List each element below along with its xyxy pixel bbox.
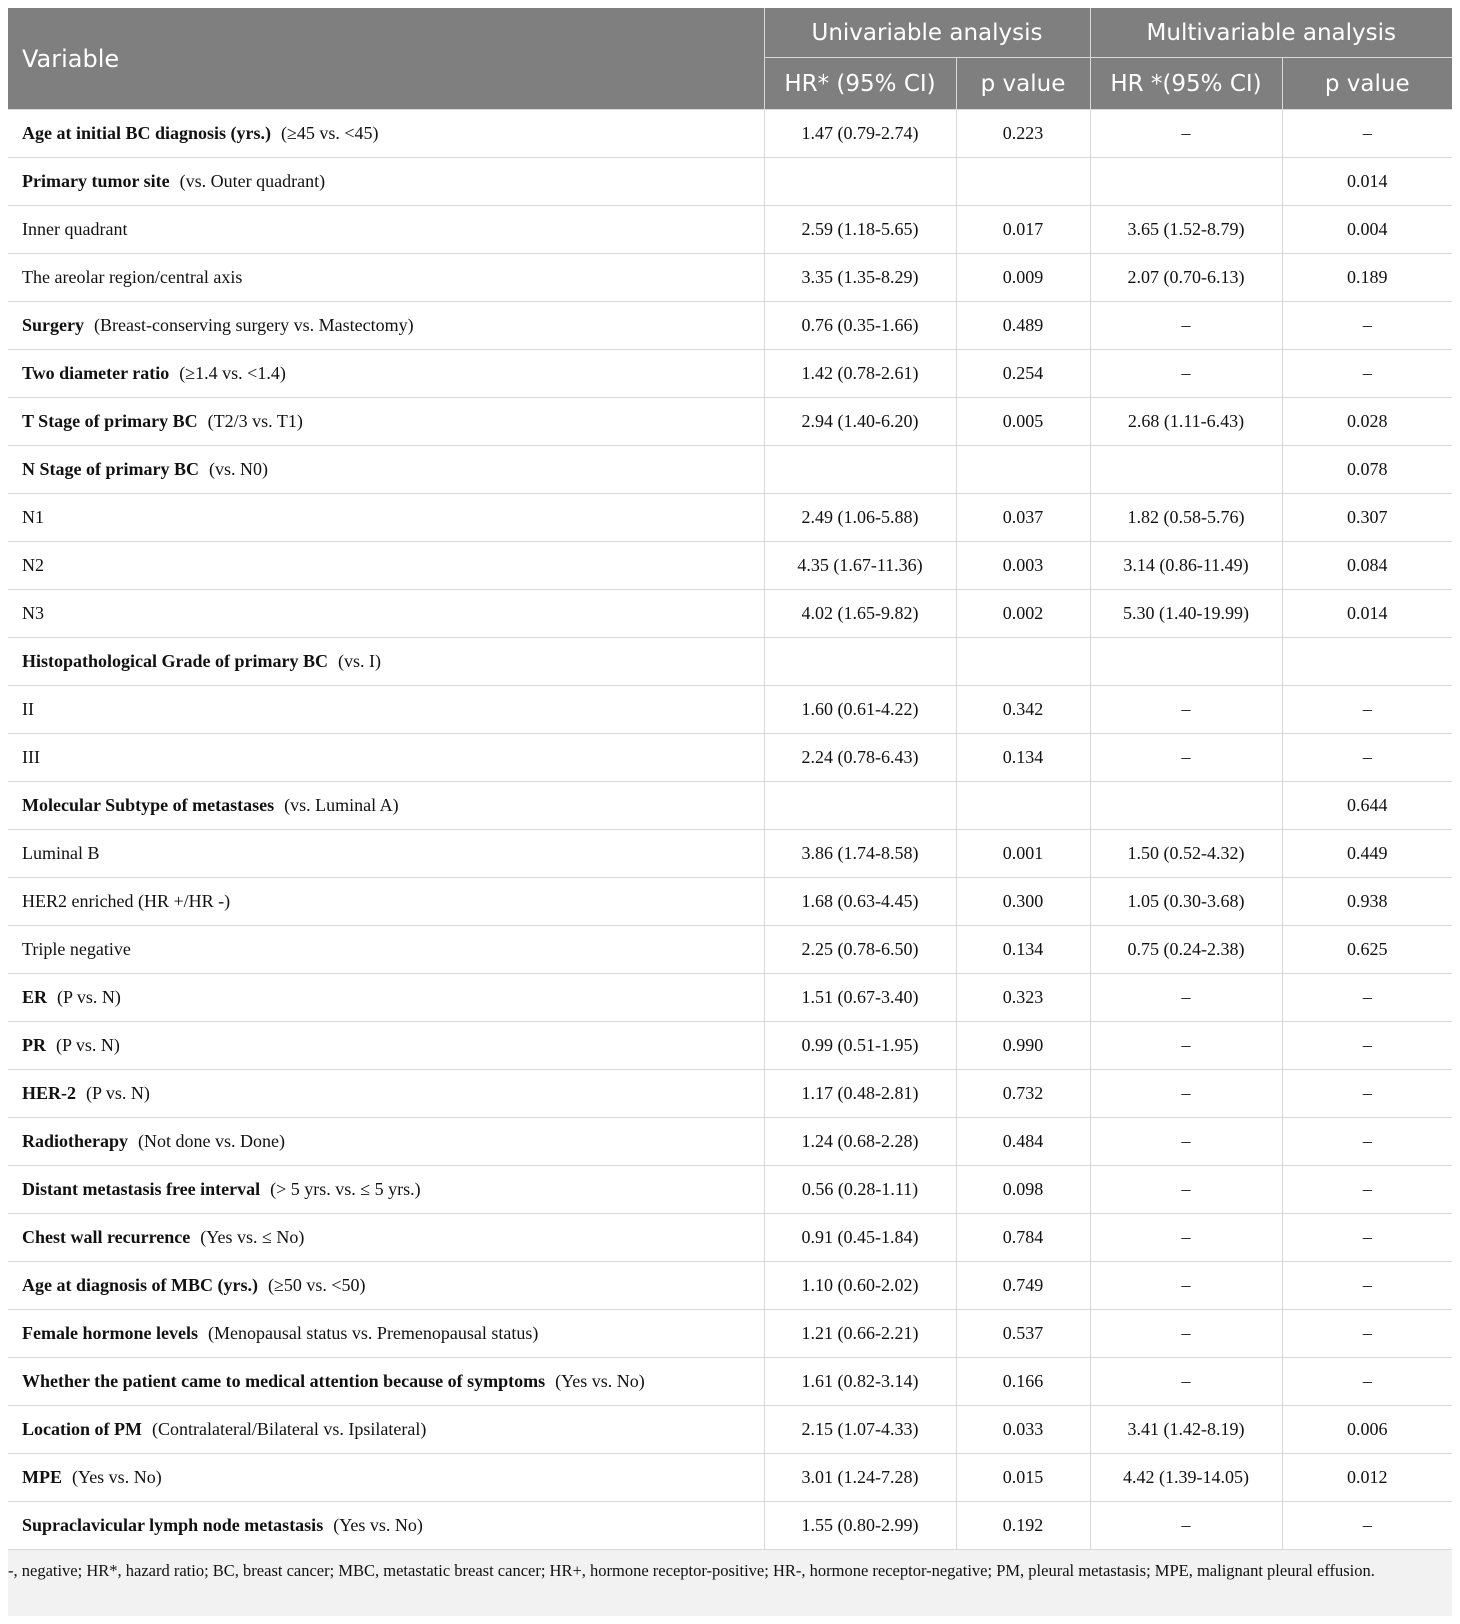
uni-p-cell [956, 782, 1090, 830]
variable-comparison: (Yes vs. ≤ No) [200, 1227, 305, 1247]
multi-p-cell: 0.012 [1282, 1454, 1452, 1502]
table-row [8, 1022, 1452, 1070]
multi-hr-cell: – [1090, 974, 1282, 1022]
multi-hr-cell: 1.05 (0.30-3.68) [1090, 878, 1282, 926]
uni-hr-cell: 1.47 (0.79-2.74) [764, 110, 956, 158]
variable-cell [8, 254, 764, 302]
table-row [8, 110, 1452, 158]
multi-hr-header: HR *(95% CI) [1090, 58, 1282, 110]
variable-comparison: (Contralateral/Bilateral vs. Ipsilateral) [151, 1419, 427, 1439]
variable-name: Distant metastasis free interval [22, 1179, 261, 1199]
table-row [8, 1310, 1452, 1358]
uni-hr-cell: 3.01 (1.24-7.28) [764, 1454, 956, 1502]
uni-p-cell: 0.484 [956, 1118, 1090, 1166]
table-row [8, 974, 1452, 1022]
multi-hr-cell [1090, 158, 1282, 206]
uni-p-cell: 0.033 [956, 1406, 1090, 1454]
table-row [8, 206, 1452, 254]
variable-cell [8, 638, 764, 686]
variable-comparison: (≥50 vs. <50) [268, 1275, 366, 1295]
uni-hr-cell: 2.49 (1.06-5.88) [764, 494, 956, 542]
multi-p-cell: 0.014 [1282, 158, 1452, 206]
table-row [8, 542, 1452, 590]
variable-name: Age at initial BC diagnosis (yrs.) [22, 123, 272, 143]
multi-p-cell: – [1282, 1262, 1452, 1310]
variable-comparison: (Yes vs. No) [555, 1371, 645, 1391]
variable-comparison: (Yes vs. No) [72, 1467, 162, 1487]
variable-cell [8, 1022, 764, 1070]
variable-comparison: (vs. Outer quadrant) [179, 171, 326, 191]
multi-p-cell: 0.028 [1282, 398, 1452, 446]
uni-hr-cell [764, 638, 956, 686]
uni-hr-cell: 0.99 (0.51-1.95) [764, 1022, 956, 1070]
variable-cell [8, 1214, 764, 1262]
table-row [8, 1502, 1452, 1550]
multi-p-cell: – [1282, 110, 1452, 158]
multi-hr-cell: – [1090, 1502, 1282, 1550]
variable-comparison: (≥1.4 vs. <1.4) [179, 363, 286, 383]
variable-name: Female hormone levels [22, 1323, 198, 1343]
variable-cell [8, 974, 764, 1022]
variable-comparison: (Menopausal status vs. Premenopausal status) [207, 1323, 539, 1343]
variable-comparison: (vs. Luminal A) [284, 795, 399, 815]
variable-level: II [22, 699, 34, 719]
variable-level: N1 [22, 507, 44, 527]
variable-cell [8, 1118, 764, 1166]
variable-cell [8, 158, 764, 206]
variable-comparison: (> 5 yrs. vs. ≤ 5 yrs.) [270, 1179, 421, 1199]
variable-comparison: (Breast-conserving surgery vs. Mastectomy) [94, 315, 414, 335]
uni-p-header: p value [956, 58, 1090, 110]
multi-hr-cell [1090, 638, 1282, 686]
variable-name: MPE [22, 1467, 62, 1487]
uni-hr-cell: 2.94 (1.40-6.20) [764, 398, 956, 446]
variable-name: Whether the patient came to medical attention because of symptoms [22, 1371, 546, 1391]
variable-cell [8, 686, 764, 734]
multi-p-cell: – [1282, 734, 1452, 782]
multi-p-cell: 0.014 [1282, 590, 1452, 638]
uni-p-cell: 0.015 [956, 1454, 1090, 1502]
multi-hr-cell: – [1090, 1358, 1282, 1406]
variable-comparison: (vs. I) [337, 651, 381, 671]
variable-comparison: (P vs. N) [57, 987, 121, 1007]
uni-hr-cell: 1.24 (0.68-2.28) [764, 1118, 956, 1166]
multi-hr-cell: – [1090, 1262, 1282, 1310]
table-row [8, 398, 1452, 446]
table-row [8, 1166, 1452, 1214]
multi-p-cell: – [1282, 350, 1452, 398]
uni-p-cell [956, 446, 1090, 494]
uni-p-cell: 0.037 [956, 494, 1090, 542]
variable-comparison: (P vs. N) [56, 1035, 120, 1055]
multi-p-cell: – [1282, 1118, 1452, 1166]
variable-name: Surgery [22, 315, 84, 335]
table-row [8, 878, 1452, 926]
variable-level: N2 [22, 555, 44, 575]
variable-name: HER-2 [22, 1083, 76, 1103]
uni-p-cell: 0.732 [956, 1070, 1090, 1118]
multi-hr-cell: – [1090, 1118, 1282, 1166]
variable-cell [8, 1454, 764, 1502]
multi-p-cell: – [1282, 686, 1452, 734]
variable-cell [8, 1502, 764, 1550]
table-row [8, 926, 1452, 974]
multi-hr-cell: 5.30 (1.40-19.99) [1090, 590, 1282, 638]
variable-name: Two diameter ratio [22, 363, 170, 383]
variable-name: Primary tumor site [22, 171, 170, 191]
uni-p-cell: 0.489 [956, 302, 1090, 350]
uni-hr-cell: 2.59 (1.18-5.65) [764, 206, 956, 254]
variable-cell [8, 302, 764, 350]
uni-p-cell: 0.098 [956, 1166, 1090, 1214]
multi-hr-cell: 1.50 (0.52-4.32) [1090, 830, 1282, 878]
multi-hr-cell: – [1090, 350, 1282, 398]
uni-hr-cell [764, 782, 956, 830]
uni-hr-cell: 3.35 (1.35-8.29) [764, 254, 956, 302]
variable-name: Location of PM [22, 1419, 142, 1439]
uni-p-cell: 0.134 [956, 926, 1090, 974]
uni-hr-cell: 1.51 (0.67-3.40) [764, 974, 956, 1022]
variable-level: The areolar region/central axis [22, 267, 243, 287]
uni-hr-cell: 0.76 (0.35-1.66) [764, 302, 956, 350]
uni-p-cell: 0.749 [956, 1262, 1090, 1310]
variable-cell [8, 878, 764, 926]
multi-hr-cell: 1.82 (0.58-5.76) [1090, 494, 1282, 542]
header-row-groups [8, 8, 1452, 58]
uni-hr-cell: 2.25 (0.78-6.50) [764, 926, 956, 974]
variable-level: Triple negative [22, 939, 131, 959]
multi-hr-cell: 2.68 (1.11-6.43) [1090, 398, 1282, 446]
variable-header: Variable [8, 8, 764, 110]
uni-hr-cell: 0.91 (0.45-1.84) [764, 1214, 956, 1262]
multi-hr-cell [1090, 446, 1282, 494]
uni-hr-cell: 1.17 (0.48-2.81) [764, 1070, 956, 1118]
multi-hr-cell: – [1090, 734, 1282, 782]
uni-hr-cell [764, 446, 956, 494]
uni-p-cell: 0.254 [956, 350, 1090, 398]
uni-hr-cell: 1.21 (0.66-2.21) [764, 1310, 956, 1358]
variable-cell [8, 206, 764, 254]
multi-p-cell: – [1282, 1022, 1452, 1070]
variable-name: N Stage of primary BC [22, 459, 199, 479]
variable-cell [8, 542, 764, 590]
uni-p-cell: 0.784 [956, 1214, 1090, 1262]
multi-p-cell: 0.644 [1282, 782, 1452, 830]
table-row [8, 1358, 1452, 1406]
multi-hr-cell: – [1090, 686, 1282, 734]
table-row [8, 350, 1452, 398]
multi-hr-cell: – [1090, 1214, 1282, 1262]
variable-cell [8, 1406, 764, 1454]
multi-hr-cell: 3.14 (0.86-11.49) [1090, 542, 1282, 590]
table-row [8, 1406, 1452, 1454]
variable-cell [8, 830, 764, 878]
table-row [8, 830, 1452, 878]
variable-cell [8, 734, 764, 782]
variable-cell [8, 1310, 764, 1358]
multi-hr-cell: – [1090, 110, 1282, 158]
multi-p-cell: 0.189 [1282, 254, 1452, 302]
multi-p-cell: – [1282, 1070, 1452, 1118]
variable-cell [8, 590, 764, 638]
multi-hr-cell: – [1090, 302, 1282, 350]
multi-hr-cell: 2.07 (0.70-6.13) [1090, 254, 1282, 302]
variable-cell [8, 1070, 764, 1118]
multi-hr-cell: 0.75 (0.24-2.38) [1090, 926, 1282, 974]
uni-p-cell: 0.166 [956, 1358, 1090, 1406]
uni-hr-cell: 1.42 (0.78-2.61) [764, 350, 956, 398]
variable-level: N3 [22, 603, 44, 623]
uni-hr-cell [764, 158, 956, 206]
table-footnote: -, negative; HR*, hazard ratio; BC, breast cancer; MBC, metastatic breast cancer; HR+, hormone receptor-positive; HR-, hormone receptor-negative; PM, pleural metastasis; MPE, malignant pleural effusion. [8, 1561, 1375, 1580]
multi-p-cell: – [1282, 1358, 1452, 1406]
variable-name: Chest wall recurrence [22, 1227, 191, 1247]
uni-hr-cell: 1.60 (0.61-4.22) [764, 686, 956, 734]
uni-p-cell: 0.003 [956, 542, 1090, 590]
table-row [8, 1214, 1452, 1262]
table-row [8, 782, 1452, 830]
table-row [8, 494, 1452, 542]
variable-cell [8, 926, 764, 974]
multi-hr-cell: 3.65 (1.52-8.79) [1090, 206, 1282, 254]
variable-comparison: (Not done vs. Done) [138, 1131, 285, 1151]
multi-p-cell: – [1282, 1310, 1452, 1358]
table-body [8, 110, 1452, 1550]
variable-level: Inner quadrant [22, 219, 128, 239]
hazard-ratio-table [8, 8, 1452, 1550]
multi-p-cell: – [1282, 1502, 1452, 1550]
multi-p-cell: 0.004 [1282, 206, 1452, 254]
variable-cell [8, 1358, 764, 1406]
variable-name: PR [22, 1035, 46, 1055]
uni-p-cell: 0.002 [956, 590, 1090, 638]
multi-hr-cell: – [1090, 1310, 1282, 1358]
uni-hr-cell: 4.35 (1.67-11.36) [764, 542, 956, 590]
uni-p-cell: 0.323 [956, 974, 1090, 1022]
uni-hr-cell: 1.68 (0.63-4.45) [764, 878, 956, 926]
uni-hr-cell: 2.15 (1.07-4.33) [764, 1406, 956, 1454]
uni-hr-cell: 3.86 (1.74-8.58) [764, 830, 956, 878]
uni-p-cell: 0.300 [956, 878, 1090, 926]
uni-hr-cell: 1.55 (0.80-2.99) [764, 1502, 956, 1550]
uni-hr-cell: 0.56 (0.28-1.11) [764, 1166, 956, 1214]
multi-p-header: p value [1282, 58, 1452, 110]
multi-hr-cell [1090, 782, 1282, 830]
variable-comparison: (Yes vs. No) [333, 1515, 423, 1535]
table-row [8, 686, 1452, 734]
multi-p-cell: 0.625 [1282, 926, 1452, 974]
table-row [8, 446, 1452, 494]
table-frame [8, 8, 1452, 1616]
variable-level: HER2 enriched (HR +/HR -) [22, 891, 231, 911]
variable-cell [8, 494, 764, 542]
variable-name: Histopathological Grade of primary BC [22, 651, 328, 671]
uni-p-cell [956, 638, 1090, 686]
multi-p-cell: – [1282, 974, 1452, 1022]
uni-p-cell: 0.134 [956, 734, 1090, 782]
uni-p-cell: 0.342 [956, 686, 1090, 734]
uni-p-cell [956, 158, 1090, 206]
uni-hr-cell: 1.61 (0.82-3.14) [764, 1358, 956, 1406]
univariable-header: Univariable analysis [764, 8, 1090, 58]
multi-hr-cell: 3.41 (1.42-8.19) [1090, 1406, 1282, 1454]
table-row [8, 158, 1452, 206]
variable-name: ER [22, 987, 48, 1007]
multi-p-cell: – [1282, 1166, 1452, 1214]
variable-cell [8, 110, 764, 158]
variable-cell [8, 398, 764, 446]
variable-comparison: (≥45 vs. <45) [281, 123, 379, 143]
uni-hr-cell: 2.24 (0.78-6.43) [764, 734, 956, 782]
table-row [8, 1262, 1452, 1310]
variable-level: Luminal B [22, 843, 100, 863]
uni-p-cell: 0.223 [956, 110, 1090, 158]
variable-cell [8, 350, 764, 398]
multi-hr-cell: – [1090, 1166, 1282, 1214]
variable-comparison: (vs. N0) [208, 459, 268, 479]
variable-cell [8, 782, 764, 830]
variable-name: T Stage of primary BC [22, 411, 198, 431]
variable-comparison: (P vs. N) [86, 1083, 150, 1103]
table-row [8, 302, 1452, 350]
multi-hr-cell: – [1090, 1022, 1282, 1070]
multi-hr-cell: 4.42 (1.39-14.05) [1090, 1454, 1282, 1502]
multi-p-cell [1282, 638, 1452, 686]
table-row [8, 1454, 1452, 1502]
table-row [8, 254, 1452, 302]
variable-cell [8, 1166, 764, 1214]
uni-hr-cell: 4.02 (1.65-9.82) [764, 590, 956, 638]
multivariable-header: Multivariable analysis [1090, 8, 1452, 58]
uni-p-cell: 0.005 [956, 398, 1090, 446]
variable-comparison: (T2/3 vs. T1) [207, 411, 303, 431]
multi-p-cell: 0.006 [1282, 1406, 1452, 1454]
variable-cell [8, 446, 764, 494]
variable-name: Age at diagnosis of MBC (yrs.) [22, 1275, 258, 1295]
variable-name: Supraclavicular lymph node metastasis [22, 1515, 324, 1535]
variable-level: III [22, 747, 40, 767]
table-row [8, 1118, 1452, 1166]
multi-hr-cell: – [1090, 1070, 1282, 1118]
multi-p-cell: 0.084 [1282, 542, 1452, 590]
variable-name: Radiotherapy [22, 1131, 129, 1151]
multi-p-cell: 0.078 [1282, 446, 1452, 494]
table-row [8, 590, 1452, 638]
uni-p-cell: 0.192 [956, 1502, 1090, 1550]
multi-p-cell: 0.938 [1282, 878, 1452, 926]
uni-hr-cell: 1.10 (0.60-2.02) [764, 1262, 956, 1310]
variable-name: Molecular Subtype of metastases [22, 795, 275, 815]
multi-p-cell: – [1282, 302, 1452, 350]
table-row [8, 734, 1452, 782]
uni-p-cell: 0.009 [956, 254, 1090, 302]
table-row [8, 638, 1452, 686]
uni-p-cell: 0.017 [956, 206, 1090, 254]
table-row [8, 1070, 1452, 1118]
uni-p-cell: 0.001 [956, 830, 1090, 878]
multi-p-cell: 0.449 [1282, 830, 1452, 878]
uni-hr-header: HR* (95% CI) [764, 58, 956, 110]
variable-cell [8, 1262, 764, 1310]
uni-p-cell: 0.537 [956, 1310, 1090, 1358]
multi-p-cell: 0.307 [1282, 494, 1452, 542]
uni-p-cell: 0.990 [956, 1022, 1090, 1070]
multi-p-cell: – [1282, 1214, 1452, 1262]
